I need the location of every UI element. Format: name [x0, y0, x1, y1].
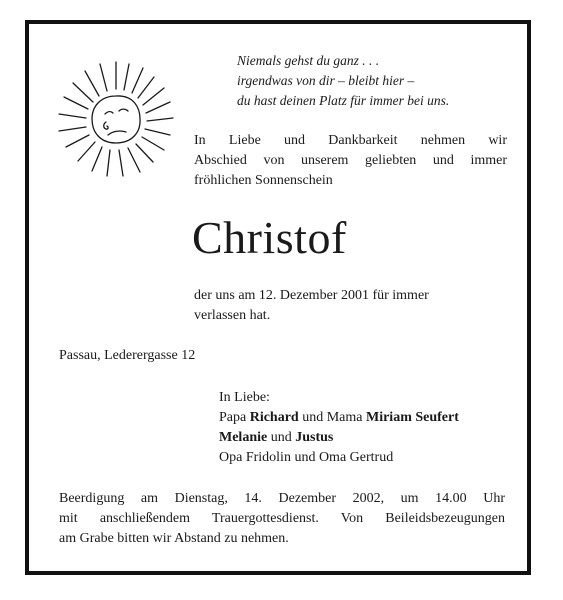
papa-name: Richard [249, 410, 299, 425]
mourners-heading: In Liebe: [219, 390, 270, 405]
intro-line-2: Abschied von unserem geliebten und immer [194, 153, 507, 168]
mourners-grandparents: Opa Fridolin und Oma Gertrud [219, 450, 394, 465]
and-mama: und Mama [298, 410, 366, 425]
address: Passau, Lederergasse 12 [59, 348, 196, 363]
intro-text [194, 131, 507, 191]
funeral-line-1: Beerdigung am Dienstag, 14. Dezember 2002, um 14.00 Uhr [59, 491, 505, 506]
sibling-2: Justus [295, 430, 334, 445]
intro-line-3: fröhlichen Sonnenschein [194, 173, 333, 188]
and-sibling: und [267, 430, 296, 445]
mama-name: Miriam Seufert [365, 410, 459, 425]
mourners-siblings [219, 428, 459, 448]
poem-line-2: irgendwas von dir – bleibt hier – [237, 73, 415, 88]
death-line-2: verlassen hat. [194, 308, 271, 323]
deceased-name: Christof [192, 212, 347, 263]
poem-line-1: Niemals gehst du ganz . . . [237, 53, 380, 68]
death-notice [194, 286, 429, 326]
papa-prefix: Papa [219, 410, 250, 425]
mourners-block [219, 388, 459, 468]
funeral-line-3: am Grabe bitten wir Abstand zu nehmen. [59, 531, 289, 546]
funeral-line-2: mit anschließendem Trauergottesdienst. Von Beileidsbezeugungen [59, 511, 505, 526]
intro-line-1: In Liebe und Dankbarkeit nehmen wir [194, 133, 507, 148]
sad-sun-icon [56, 58, 176, 180]
sibling-1: Melanie [219, 430, 268, 445]
death-line-1: der uns am 12. Dezember 2001 für immer [194, 288, 429, 303]
poem [237, 51, 449, 111]
poem-line-3: du hast deinen Platz für immer bei uns. [237, 93, 450, 108]
mourners-parents [219, 408, 459, 428]
funeral-notice [59, 489, 505, 549]
